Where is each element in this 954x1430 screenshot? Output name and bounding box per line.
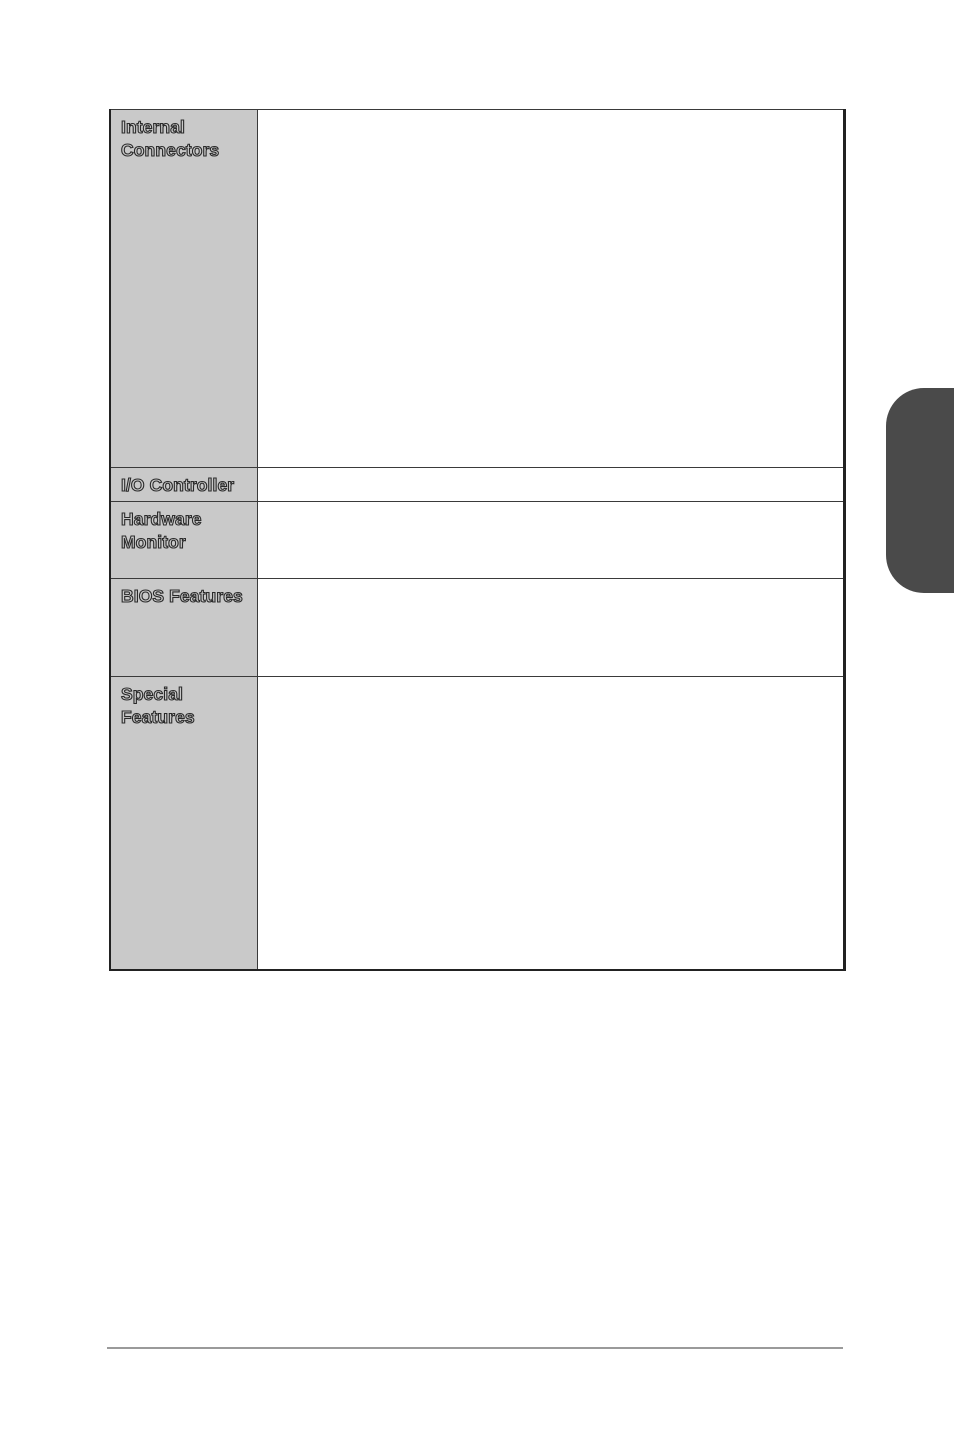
table-row bbox=[110, 110, 845, 468]
table-row bbox=[110, 677, 845, 971]
chapter-tab bbox=[886, 388, 954, 593]
specification-table bbox=[109, 109, 846, 971]
row-value-cell bbox=[257, 110, 845, 468]
table-row bbox=[110, 579, 845, 677]
row-label: Hardware Monitor bbox=[121, 509, 202, 552]
row-value-cell bbox=[257, 677, 845, 971]
row-value-cell bbox=[257, 468, 845, 502]
table-row bbox=[110, 468, 845, 502]
row-label-cell bbox=[110, 468, 257, 502]
row-label-cell bbox=[110, 110, 257, 468]
row-label-cell bbox=[110, 579, 257, 677]
row-value-cell bbox=[257, 579, 845, 677]
row-label-cell bbox=[110, 502, 257, 579]
row-value-cell bbox=[257, 502, 845, 579]
row-label: BIOS Features bbox=[121, 586, 243, 606]
row-label: Special Features bbox=[121, 684, 195, 727]
row-label: I/O Controller bbox=[121, 475, 235, 495]
footer-divider bbox=[107, 1347, 843, 1349]
row-label: Internal Connectors bbox=[121, 117, 220, 160]
table-row bbox=[110, 502, 845, 579]
row-label-cell bbox=[110, 677, 257, 971]
